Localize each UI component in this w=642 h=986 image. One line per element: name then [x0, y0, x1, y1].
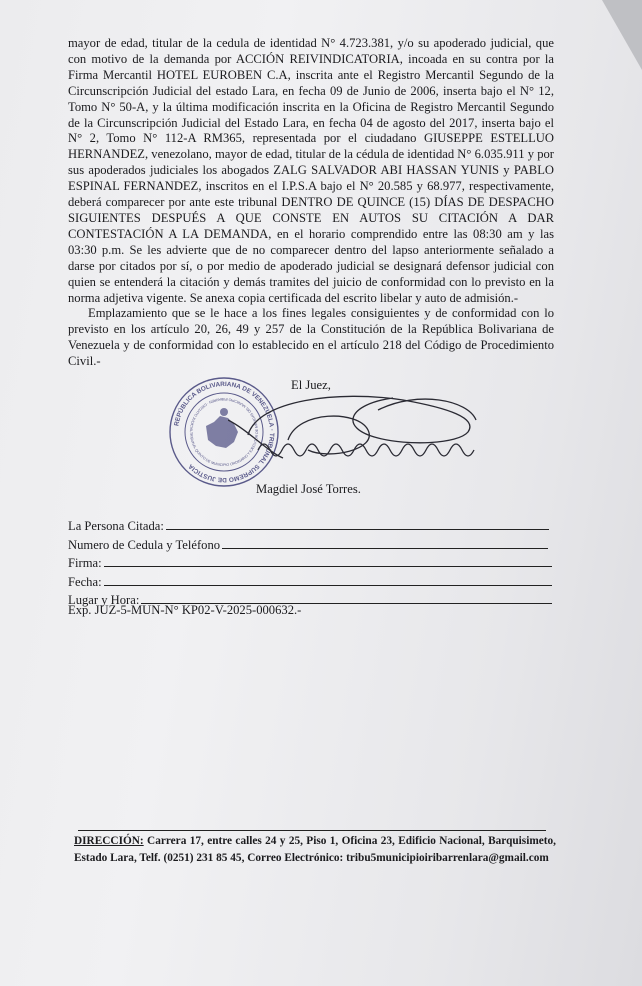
citation-receipt-form [68, 516, 558, 609]
judge-title: El Juez, [291, 378, 331, 392]
judge-signature-icon [228, 380, 608, 475]
court-address-footer [74, 833, 556, 866]
case-number: Exp. JUZ-5-MUN-N° KP02-V-2025-000632.- [68, 603, 302, 617]
blank-line [222, 535, 548, 549]
field-label: La Persona Citada: [68, 519, 164, 533]
signature-block [168, 376, 468, 501]
field-persona-citada [68, 516, 558, 535]
page-fold-shadow [602, 0, 642, 70]
blank-line [166, 516, 549, 530]
footer-label: DIRECCIÓN: [74, 835, 144, 847]
field-label: Firma: [68, 556, 102, 570]
field-cedula-telefono [68, 535, 558, 554]
field-label: Numero de Cedula y Teléfono [68, 537, 221, 552]
footer-address: Carrera 17, entre calles 24 y 25, Piso 1, Oficina 23, Edificio Nacional, Barquisimeto, Estado Lara, Telf. (0251) 231 85 45, Correo Electrónico: tribu5municipioiribarrenlara@gmail.com [74, 835, 556, 864]
field-label: Lugar y Hora: [68, 593, 140, 607]
paragraph-citation: mayor de edad, titular de la cedula de identidad N° 4.723.381, y/o su apoderado judicial, que con motivo de la demanda por ACCIÓN REIVINDICATORIA, incoada en su contra por la Firma Mercantil HOTEL EUROBEN C.A, inscrita ante el Registro Mercantil Segundo de la Circunscripción Judicial del estado Lara, en fecha 09 de Junio de 2006, inserta bajo el N° 12, Tomo N° 50-A, y la última modificación inscrita en la Oficina de Registro Mercantil Segundo de la Circunscripción Judicial del Estado Lara, en fecha 04 de agosto del 2017, inserta bajo el N° 2, Tomo N° 112-A RM365, representada por el ciudadano GIUSEPPE ESTELLUO HERNANDEZ, venezolano, mayor de edad, titular de la cédula de identidad N° 6.035.911 y por sus apoderados judiciales los abogados ZALG SALVADOR ABI HASSAN YUNIS y PABLO ESPINAL FERNANDEZ, inscritos en el I.P.S.A bajo el N° 20.585 y 68.977, respectivamente, deberá comparecer por ante este tribunal DENTRO DE QUINCE (15) DÍAS DE DESPACHO SIGUIENTES DESPUÉS A QUE CONSTE EN AUTOS SU CITACIÓN A DAR CONTESTACIÓN A LA DEMANDA, en el horario comprendido entre las 08:30 am y las 03:30 p.m. Se les advierte que de no comparecer dentro del lapso anteriormente señalado a darse por citados por sí, o por medio de apoderado judicial se designará defensor judicial con quien se entenderá la citación y demás tramites del juicio de conformidad con lo previsto en la norma adjetiva vigente. Se anexa copia certificada del escrito libelar y auto de admisión.- [68, 36, 554, 305]
blank-line [104, 572, 552, 586]
field-fecha [68, 572, 558, 591]
blank-line [141, 590, 552, 604]
footer-divider [78, 830, 546, 831]
paragraph-emplazamiento: Emplazamiento que se le hace a los fines legales consiguientes y de conformidad con lo previsto en los artículo 20, 26, 49 y 257 de la Constitución de la República Bolivariana de Venezuela y de conformidad con lo establecido en el artículo 218 del Código de Procedimiento Civil.- [68, 306, 554, 369]
document-body [68, 36, 554, 370]
judge-name: Magdiel José Torres. [256, 482, 361, 496]
seal-outer-text: REPÚBLICA BOLIVARIANA DE VENEZUELA · TRIBUNAL SUPREMO DE JUSTICIA [173, 380, 276, 484]
seal-inner-text: TRIBUNAL QUINTO DE MUNICIPIO ORDINARIO Y EJECUTOR DE MEDIDAS DEL MUNICIPIO IRIBARREN · CIRCUITO JUDICIAL [188, 396, 260, 468]
field-firma [68, 553, 558, 572]
field-label: Fecha: [68, 574, 102, 589]
blank-line [104, 553, 552, 567]
